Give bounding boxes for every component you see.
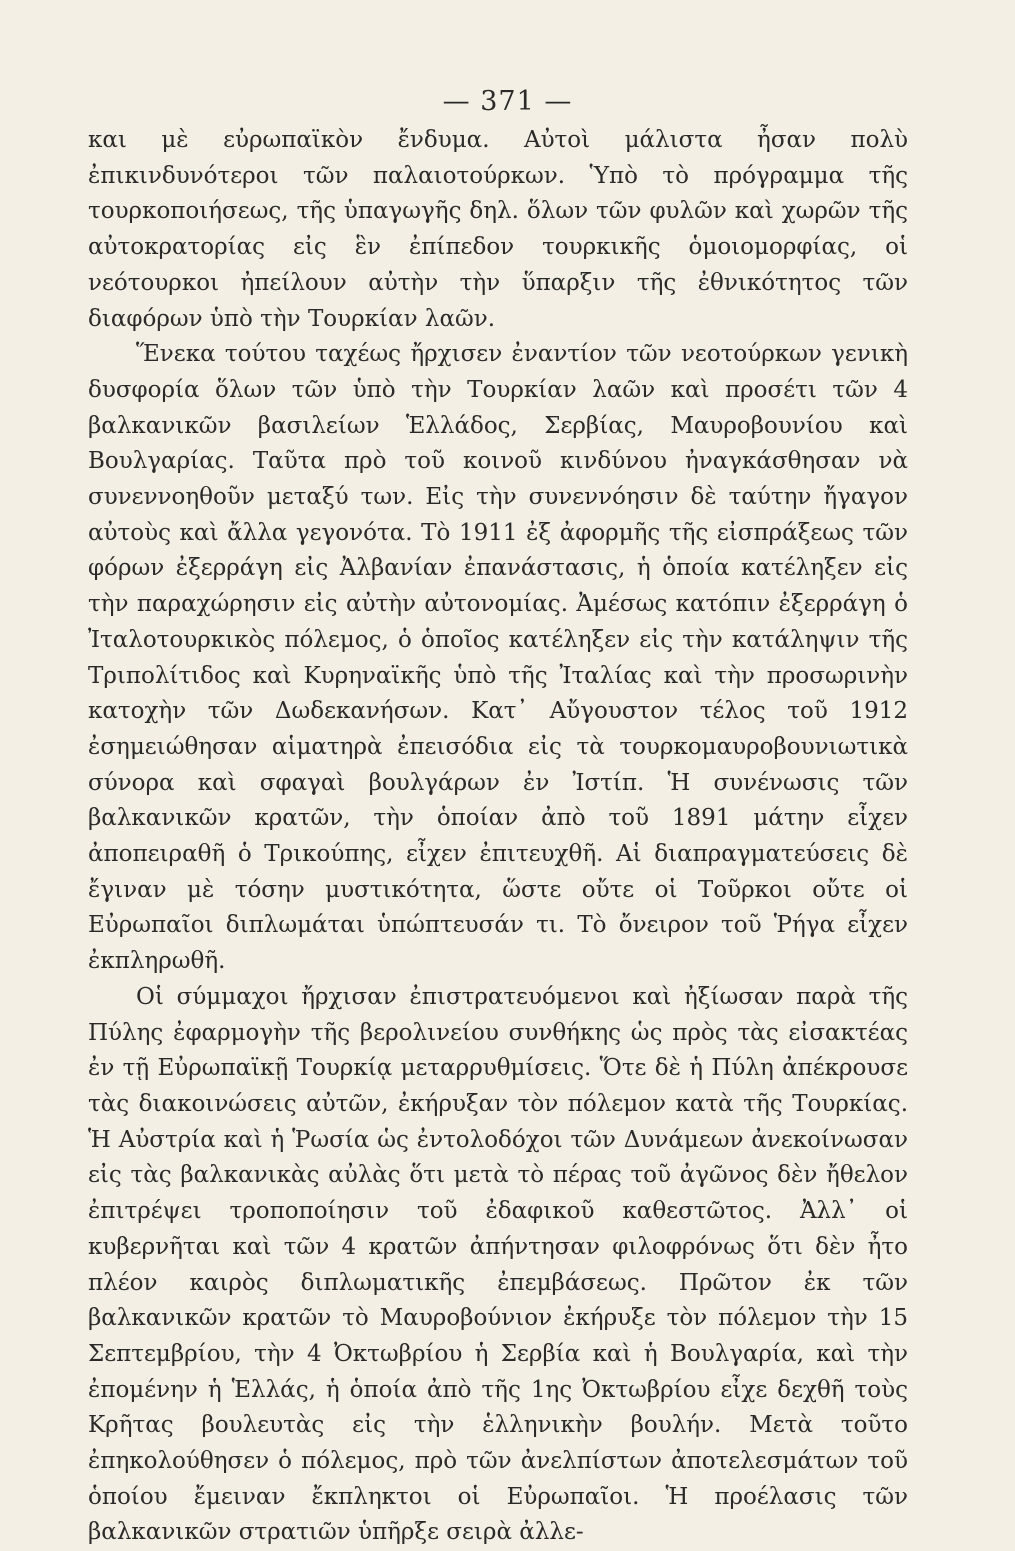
paragraph-3: Οἱ σύμμαχοι ἤρχισαν ἐπιστρατευόμενοι καὶ ἠξίωσαν παρὰ τῆς Πύλης ἐφαρμογὴν τῆς βερολινείου συνθήκης ὡς πρὸς τὰς εἰσακτέας ἐν τῇ Εὐρωπαϊκῇ Τουρκίᾳ μεταρρυθμίσεις. Ὅτε δὲ ἡ Πύλη ἀπέκρουσε τὰς διακοινώσεις αὐτῶν, ἐκήρυξαν τὸν πόλεμον κατὰ τῆς Τουρκίας. Ἡ Αὐστρία καὶ ἡ Ῥωσία ὡς ἐντολοδόχοι τῶν Δυνάμεων ἀνεκοίνωσαν εἰς τὰς βαλκανικὰς αὐλὰς ὅτι μετὰ τὸ πέρας τοῦ ἀγῶνος δὲν ἤθελον ἐπιτρέψει τροποποίησιν τοῦ ἐδαφικοῦ καθεστῶτος. Ἀλλ᾿ οἱ κυβερνῆται καὶ τῶν 4 κρατῶν ἀπήντησαν φιλοφρόνως ὅτι δὲν ἦτο πλέον καιρὸς διπλωματικῆς ἐπεμβάσεως. Πρῶτον ἐκ τῶν βαλκανικῶν κρατῶν τὸ Μαυροβούνιον ἐκήρυξε τὸν πόλεμον τὴν 15 Σεπτεμβρίου, τὴν 4 Ὀκτωβρίου ἡ Σερβία καὶ ἡ Βουλγαρία, καὶ τὴν ἐπομένην ἡ Ἑλλάς, ἡ ὁποία ἀπὸ τῆς 1ης Ὀκτωβρίου εἶχε δεχθῆ τοὺς Κρῆτας βουλευτὰς εἰς τὴν ἑλληνικὴν βουλήν. Μετὰ τοῦτο ἐπηκολούθησεν ὁ πόλεμος, πρὸ τῶν ἀνελπίστων ἀποτελεσμάτων τοῦ ὁποίου ἔμειναν ἔκπληκτοι οἱ Εὐρωπαῖοι. Ἡ προέλασις τῶν βαλκανικῶν στρατιῶν ὑπῆρξε σειρὰ ἀλλε- [88,983,908,1546]
paragraph-2: Ἕνεκα τούτου ταχέως ἤρχισεν ἐναντίον τῶν νεοτούρκων γενικὴ δυσφορία ὅλων τῶν ὑπὸ τὴν Τουρκίαν λαῶν καὶ προσέτι τῶν 4 βαλκανικῶν βασιλείων Ἑλλάδος, Σερβίας, Μαυροβουνίου καὶ Βουλγαρίας. Ταῦτα πρὸ τοῦ κοινοῦ κινδύνου ἠναγκάσθησαν νὰ συνεννοηθοῦν μεταξύ των. Εἰς τὴν συνεννόησιν δὲ ταύτην ἤγαγον αὐτοὺς καὶ ἄλλα γεγονότα. Τὸ 1911 ἐξ ἀφορμῆς τῆς εἰσπράξεως τῶν φόρων ἐξερράγη εἰς Ἀλβανίαν ἐπανάστασις, ἡ ὁποία κατέληξεν εἰς τὴν παραχώρησιν εἰς αὐτὴν αὐτονομίας. Ἀμέσως κατόπιν ἐξερράγη ὁ Ἰταλοτουρκικὸς πόλεμος, ὁ ὁποῖος κατέληξεν εἰς τὴν κατάληψιν τῆς Τριπολίτιδος καὶ Κυρηναϊκῆς ὑπὸ τῆς Ἰταλίας καὶ τὴν προσωρινὴν κατοχὴν τῶν Δωδεκανήσων. Κατ᾿ Αὔγουστον τέλος τοῦ 1912 ἐσημειώθησαν αἱματηρὰ ἐπεισόδια εἰς τὰ τουρκομαυροβουνιωτικὰ σύνορα καὶ σφαγαὶ βουλγάρων ἐν Ἰστίπ. Ἡ συνένωσις τῶν βαλκανικῶν κρατῶν, τὴν ὁποίαν ἀπὸ τοῦ 1891 μάτην εἶχεν ἀποπειραθῆ ὁ Τρικούπης, εἶχεν ἐπιτευχθῆ. Αἱ διαπραγματεύσεις δὲ ἔγιναν μὲ τόσην μυστικότητα, ὥστε οὔτε οἱ Τοῦρκοι οὔτε οἱ Εὐρωπαῖοι διπλωμάται ὑπώπτευσάν τι. Τὸ ὄνειρον τοῦ Ῥήγα εἶχεν ἐκπληρωθῆ. [88,341,908,975]
page-number: — 371 — [442,86,573,117]
body-text [88,123,908,1551]
paragraph-1: και μὲ εὐρωπαϊκὸν ἔνδυμα. Αὐτοὶ μάλιστα ἦσαν πολὺ ἐπικινδυνότεροι τῶν παλαιοτούρκων. Ὑπὸ τὸ πρόγραμμα τῆς τουρκοποιήσεως, τῆς ὑπαγωγῆς δηλ. ὅλων τῶν φυλῶν καὶ χωρῶν τῆς αὐτοκρατορίας εἰς ἓν ἐπίπεδον τουρκικῆς ὁμοιομορφίας, οἱ νεότουρκοι ἠπείλουν αὐτὴν τὴν ὕπαρξιν τῆς ἐθνικότητος τῶν διαφόρων ὑπὸ τὴν Τουρκίαν λαῶν. [88,127,908,332]
